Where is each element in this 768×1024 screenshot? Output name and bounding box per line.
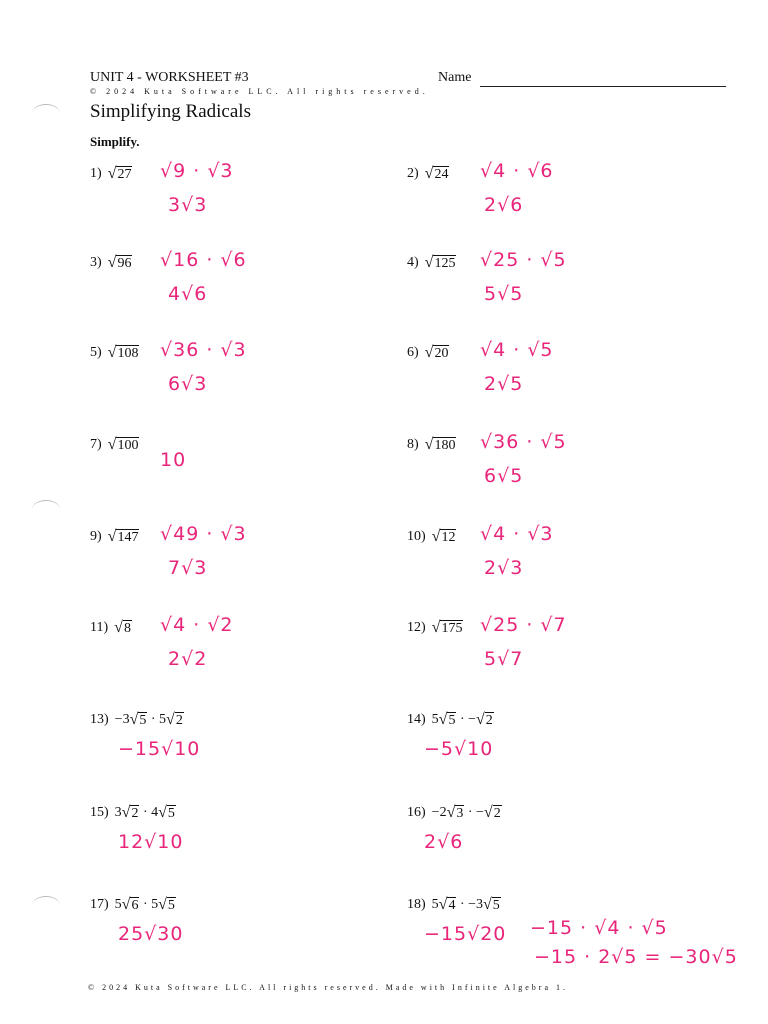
footer-copyright: © 2024 Kuta Software LLC. All rights reserved. Made with Infinite Algebra 1. (88, 983, 569, 992)
radical-sign: √ (438, 711, 448, 729)
binder-hole (32, 104, 60, 123)
problem-number: 12) (407, 620, 426, 636)
radical-sign: √ (438, 896, 448, 914)
problem-16 (407, 805, 502, 821)
problem-5 (90, 345, 139, 361)
handwritten-answer: 3√3 (168, 194, 208, 216)
problem-11 (90, 620, 132, 636)
handwritten-answer: 2√6 (484, 194, 524, 216)
binder-hole (32, 896, 60, 915)
problem-number: 5) (90, 345, 102, 361)
radical-sign: √ (121, 896, 131, 914)
problem-15 (90, 805, 176, 821)
radical (122, 897, 140, 913)
handwritten-step: √4 · √2 (160, 614, 234, 636)
problem-number: 18) (407, 897, 426, 913)
problem-number: 1) (90, 166, 102, 182)
operator: · − (456, 712, 477, 728)
problem-number: 10) (407, 529, 426, 545)
radical (130, 712, 148, 728)
radicand: 108 (117, 346, 139, 361)
radicand: 20 (434, 346, 449, 361)
handwritten-answer: −5√10 (424, 738, 494, 760)
radical (108, 345, 140, 361)
unit-label: UNIT 4 - WORKSHEET #3 (90, 70, 249, 85)
radicand: 5 (167, 898, 175, 913)
extra-work: −15 · 2√5 = −30√5 (534, 946, 738, 968)
problem-6 (407, 345, 449, 361)
operator: · 5 (147, 712, 167, 728)
problem-number: 11) (90, 620, 109, 636)
radical-sign: √ (129, 711, 139, 729)
problem-number: 16) (407, 805, 426, 821)
radical (158, 897, 176, 913)
handwritten-answer: 5√5 (484, 283, 524, 305)
radical (108, 437, 140, 453)
radical-sign: √ (166, 711, 175, 729)
handwritten-step: √4 · √5 (480, 339, 554, 361)
problem-number: 6) (407, 345, 419, 361)
radical-sign: √ (483, 896, 492, 914)
problem-number: 9) (90, 529, 102, 545)
radical-sign: √ (446, 804, 456, 822)
radical (439, 897, 457, 913)
instruction: Simplify. (90, 134, 140, 149)
handwritten-step: √49 · √3 (160, 523, 247, 545)
problem-7 (90, 437, 139, 453)
radicand: 96 (117, 256, 132, 271)
handwritten-step: √16 · √6 (160, 249, 247, 271)
problem-number: 8) (407, 437, 419, 453)
radical (432, 620, 464, 636)
radicand: 147 (117, 530, 139, 545)
handwritten-answer: 25√30 (118, 923, 184, 945)
coefficient: 5 (431, 712, 439, 728)
coefficient: −2 (431, 805, 447, 821)
radical-sign: √ (107, 344, 117, 362)
radicand: 5 (167, 806, 175, 821)
radicand: 2 (131, 806, 139, 821)
radical (439, 712, 457, 728)
radical-sign: √ (424, 344, 434, 362)
radicand: 180 (434, 438, 456, 453)
handwritten-answer: −15√20 (424, 923, 507, 945)
copyright-top: © 2024 Kuta Software LLC. All rights reserved. (90, 87, 429, 96)
operator: · − (464, 805, 484, 821)
radicand: 4 (448, 898, 456, 913)
radical (425, 166, 450, 182)
radicand: 100 (117, 438, 139, 453)
problem-8 (407, 437, 456, 453)
radical (158, 805, 176, 821)
problem-number: 17) (90, 897, 109, 913)
radical-sign: √ (107, 254, 117, 272)
binder-hole (32, 500, 60, 519)
radicand: 175 (441, 621, 463, 636)
coefficient: 3 (114, 805, 122, 821)
problem-number: 2) (407, 166, 419, 182)
radicand: 5 (492, 898, 500, 913)
handwritten-work: −15 · √4 · √5 (530, 917, 668, 939)
radicand: 6 (131, 898, 139, 913)
name-field[interactable] (480, 86, 726, 87)
problem-9 (90, 529, 139, 545)
problem-13 (90, 712, 184, 728)
radical (432, 529, 457, 545)
handwritten-step: √4 · √6 (480, 160, 554, 182)
radical-sign: √ (121, 804, 131, 822)
radical-sign: √ (424, 254, 434, 272)
operator: · −3 (456, 897, 484, 913)
problem-2 (407, 166, 449, 182)
handwritten-answer: 6√5 (484, 465, 524, 487)
coefficient: −3 (114, 712, 130, 728)
handwritten-step: √36 · √3 (160, 339, 247, 361)
radical-sign: √ (424, 436, 434, 454)
handwritten-step: √36 · √5 (480, 431, 567, 453)
handwritten-answer: 10 (160, 449, 187, 471)
radical-sign: √ (431, 528, 441, 546)
handwritten-answer: 6√3 (168, 373, 208, 395)
radical (425, 345, 450, 361)
radical (108, 166, 133, 182)
radical (447, 805, 465, 821)
handwritten-answer: 7√3 (168, 557, 208, 579)
problem-1 (90, 166, 132, 182)
problem-14 (407, 712, 494, 728)
handwritten-answer: −15√10 (118, 738, 201, 760)
problem-number: 15) (90, 805, 109, 821)
radicand: 5 (448, 713, 456, 728)
problem-12 (407, 620, 463, 636)
problem-number: 4) (407, 255, 419, 271)
problem-number: 7) (90, 437, 102, 453)
radical (108, 255, 133, 271)
radicand: 12 (441, 530, 456, 545)
radical-sign: √ (476, 711, 485, 729)
radical (114, 620, 132, 636)
handwritten-step: √4 · √3 (480, 523, 554, 545)
radicand: 2 (485, 713, 493, 728)
coefficient: 5 (431, 897, 439, 913)
radical (166, 712, 184, 728)
handwritten-answer: 2√2 (168, 648, 208, 670)
coefficient: 5 (114, 897, 122, 913)
radical (108, 529, 140, 545)
radical-sign: √ (158, 804, 167, 822)
radical (476, 712, 494, 728)
problem-18 (407, 897, 501, 913)
operator: · 5 (139, 897, 159, 913)
page-title: Simplifying Radicals (90, 101, 251, 122)
problem-4 (407, 255, 456, 271)
problem-number: 3) (90, 255, 102, 271)
radicand: 24 (434, 167, 449, 182)
radicand: 125 (434, 256, 456, 271)
radicand: 8 (123, 621, 131, 636)
handwritten-answer: 2√3 (484, 557, 524, 579)
radical-sign: √ (107, 436, 117, 454)
radical (425, 437, 457, 453)
problem-17 (90, 897, 176, 913)
radicand: 3 (456, 806, 464, 821)
name-label: Name (438, 70, 472, 85)
radicand: 27 (117, 167, 132, 182)
radical-sign: √ (431, 619, 441, 637)
handwritten-answer: 12√10 (118, 831, 184, 853)
radical-sign: √ (107, 528, 117, 546)
radicand: 2 (493, 806, 501, 821)
operator: · 4 (139, 805, 159, 821)
handwritten-answer: 5√7 (484, 648, 524, 670)
radical (425, 255, 457, 271)
handwritten-step: √25 · √5 (480, 249, 567, 271)
handwritten-step: √25 · √7 (480, 614, 567, 636)
radical-sign: √ (107, 165, 117, 183)
radical-sign: √ (114, 619, 123, 637)
problem-number: 14) (407, 712, 426, 728)
handwritten-answer: 2√5 (484, 373, 524, 395)
problem-number: 13) (90, 712, 109, 728)
radical (122, 805, 140, 821)
radical-sign: √ (424, 165, 434, 183)
radical (483, 897, 501, 913)
radical-sign: √ (158, 896, 167, 914)
radicand: 5 (139, 713, 147, 728)
radical (484, 805, 502, 821)
handwritten-answer: 4√6 (168, 283, 208, 305)
radical-sign: √ (483, 804, 493, 822)
problem-10 (407, 529, 456, 545)
handwritten-answer: 2√6 (424, 831, 464, 853)
radicand: 2 (175, 713, 183, 728)
problem-3 (90, 255, 132, 271)
handwritten-step: √9 · √3 (160, 160, 234, 182)
